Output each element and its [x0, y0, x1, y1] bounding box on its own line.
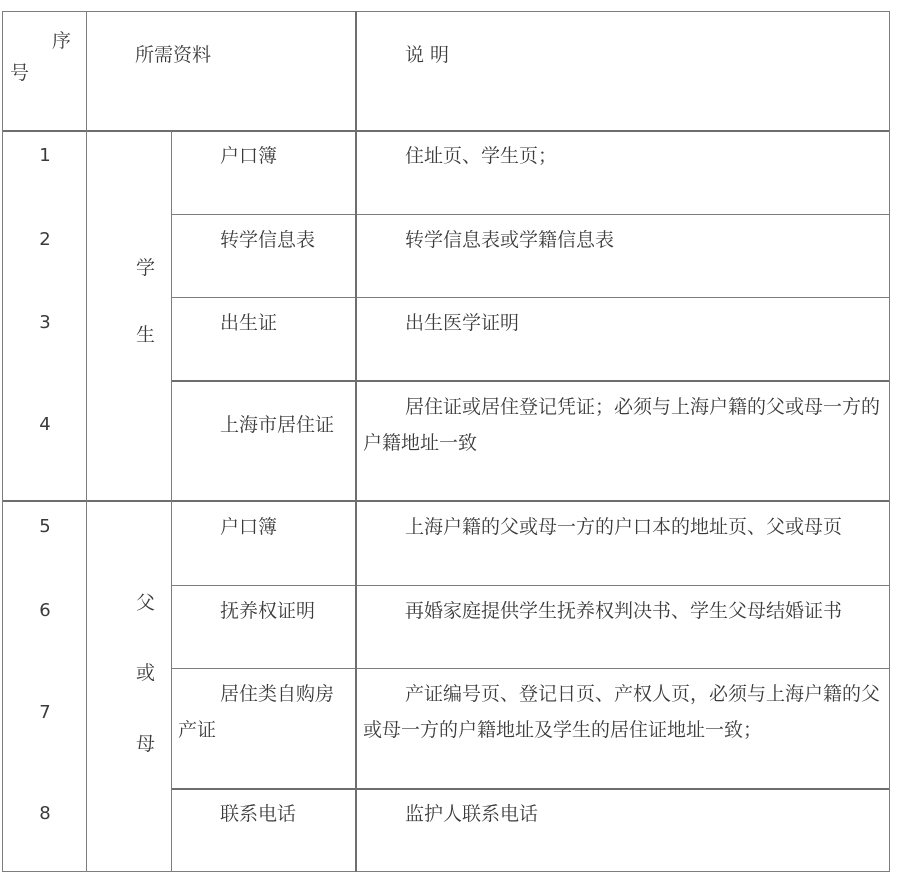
header-index-char-1: 序	[52, 30, 72, 52]
row-divider	[171, 585, 890, 586]
row-8-number: 8	[39, 803, 51, 824]
row-5-note: 上海户籍的父或母一方的户口本的地址页、父或母页	[405, 516, 843, 538]
row-4-note: 居住证或居住登记凭证；必须与上海户籍的父或母一方的户籍地址一致	[363, 396, 881, 454]
row-divider	[171, 380, 890, 382]
row-2-note: 转学信息表或学籍信息表	[405, 229, 615, 251]
row-4-item: 上海市居住证	[220, 414, 335, 436]
row-8-note: 监护人联系电话	[405, 803, 539, 825]
row-2-number: 2	[39, 229, 51, 250]
row-1-number: 1	[39, 145, 51, 166]
group-divider	[2, 500, 890, 502]
header-materials: 所需资料	[135, 44, 212, 66]
row-3-note: 出生医学证明	[405, 312, 520, 334]
row-divider	[171, 297, 890, 298]
index-column-divider	[86, 11, 87, 872]
table-border-left	[2, 11, 3, 872]
table-border-top	[2, 11, 890, 12]
row-5-number: 5	[39, 516, 51, 537]
group-parent-char-3: 母	[136, 733, 156, 755]
row-6-item: 抚养权证明	[220, 600, 316, 622]
materials-column-divider	[355, 11, 357, 872]
group-student-char-1: 学	[136, 257, 156, 279]
group-student-char-2: 生	[136, 324, 156, 346]
group-parent-char-2: 或	[136, 662, 156, 684]
table-border-right	[889, 11, 890, 872]
group-parent-char-1: 父	[136, 592, 156, 614]
row-3-item: 出生证	[220, 312, 278, 334]
row-8-item: 联系电话	[220, 803, 297, 825]
row-1-note: 住址页、学生页；	[405, 145, 558, 167]
row-2-item: 转学信息表	[220, 229, 316, 251]
header-divider	[2, 130, 890, 132]
header-notes: 说 明	[405, 44, 450, 66]
row-7-note: 产证编号页、登记日页、产权人页，必须与上海户籍的父或母一方的户籍地址及学生的居住证地址一致；	[363, 683, 881, 741]
row-7-item: 居住类自购房产证	[178, 683, 335, 741]
row-1-item: 户口簿	[220, 145, 278, 167]
row-divider	[171, 788, 890, 790]
table-border-bottom	[2, 871, 890, 872]
row-divider	[171, 214, 890, 215]
row-6-number: 6	[39, 600, 51, 621]
row-3-number: 3	[39, 312, 51, 333]
row-5-item: 户口簿	[220, 516, 278, 538]
row-4-number: 4	[39, 414, 51, 435]
row-6-note: 再婚家庭提供学生抚养权判决书、学生父母结婚证书	[405, 600, 843, 622]
row-7-number: 7	[39, 702, 51, 723]
header-index-char-2: 号	[10, 62, 30, 84]
group-column-divider	[171, 131, 172, 872]
row-divider	[171, 668, 890, 669]
